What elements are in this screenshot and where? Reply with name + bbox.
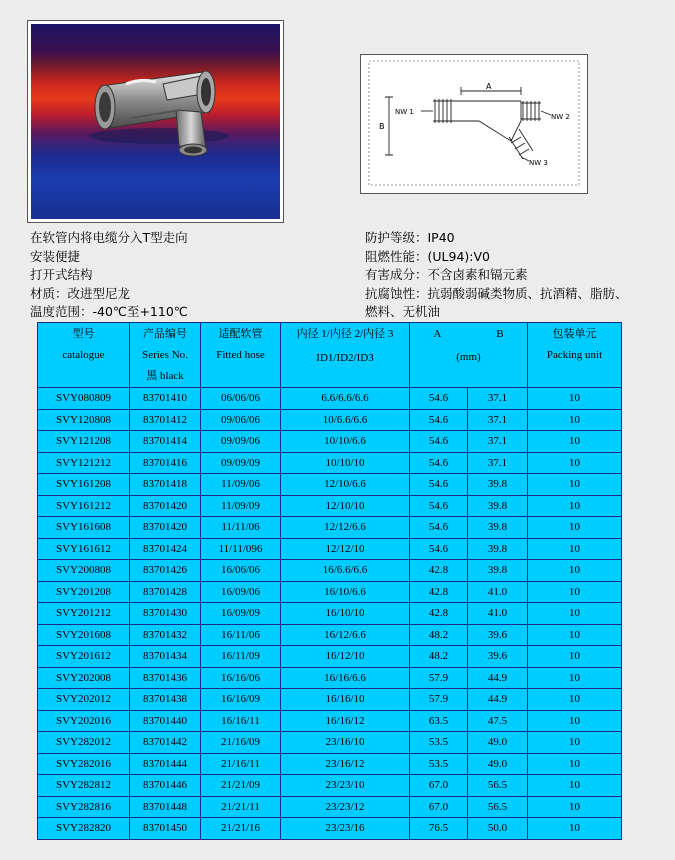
header-mm: (mm) — [456, 351, 481, 363]
table-row — [38, 732, 622, 754]
cell-id: 12/10/6.6 — [281, 474, 410, 496]
header-hose — [201, 323, 281, 388]
table-row — [38, 388, 622, 410]
cell-a: 57.9 — [410, 689, 468, 711]
cell-pack: 10 — [528, 538, 622, 560]
cell-id: 10/10/6.6 — [281, 431, 410, 453]
table-row — [38, 689, 622, 711]
cell-model: SVY282812 — [38, 775, 130, 797]
product-photo-frame — [27, 20, 284, 223]
cell-series: 83701436 — [130, 667, 201, 689]
feature-line: 防护等级：IP40 — [365, 230, 455, 245]
cell-id: 10/6.6/6.6 — [281, 409, 410, 431]
header-series-en: Series No. — [142, 349, 188, 361]
cell-id: 23/23/12 — [281, 796, 410, 818]
cell-pack: 10 — [528, 560, 622, 582]
cell-series: 83701420 — [130, 495, 201, 517]
cell-a: 57.9 — [410, 667, 468, 689]
table-row — [38, 753, 622, 775]
cell-hose: 21/21/16 — [201, 818, 281, 840]
cell-series: 83701440 — [130, 710, 201, 732]
cell-pack: 10 — [528, 603, 622, 625]
cell-a: 54.6 — [410, 388, 468, 410]
table-row — [38, 818, 622, 840]
cell-b: 39.6 — [468, 624, 528, 646]
cell-hose: 21/16/11 — [201, 753, 281, 775]
cell-id: 16/12/6.6 — [281, 624, 410, 646]
cell-hose: 09/06/06 — [201, 409, 281, 431]
table-row — [38, 710, 622, 732]
cell-b: 44.9 — [468, 689, 528, 711]
cell-hose: 16/16/09 — [201, 689, 281, 711]
cell-b: 39.8 — [468, 517, 528, 539]
table-row — [38, 452, 622, 474]
feature-line: 材质：改进型尼龙 — [30, 285, 131, 301]
header-ab — [410, 324, 527, 345]
diagram-label-nw2: NW 2 — [551, 113, 570, 121]
table-row — [38, 431, 622, 453]
cell-model: SVY202016 — [38, 710, 130, 732]
header-id-en: ID1/ID2/ID3 — [316, 352, 374, 364]
cell-a: 67.0 — [410, 775, 468, 797]
cell-hose: 21/21/11 — [201, 796, 281, 818]
table-row — [38, 603, 622, 625]
cell-model: SVY120808 — [38, 409, 130, 431]
cell-a: 54.6 — [410, 452, 468, 474]
cell-pack: 10 — [528, 689, 622, 711]
cell-model: SVY201608 — [38, 624, 130, 646]
cell-id: 16/16/10 — [281, 689, 410, 711]
table-row — [38, 517, 622, 539]
cell-b: 37.1 — [468, 409, 528, 431]
cell-hose: 16/09/09 — [201, 603, 281, 625]
cell-hose: 11/09/09 — [201, 495, 281, 517]
diagram-label-b: B — [379, 122, 385, 131]
cell-b: 41.0 — [468, 581, 528, 603]
cell-model: SVY121212 — [38, 452, 130, 474]
cell-series: 83701418 — [130, 474, 201, 496]
cell-model: SVY202008 — [38, 667, 130, 689]
features-right — [365, 229, 628, 322]
cell-a: 54.6 — [410, 409, 468, 431]
header-pack-en: Packing unit — [546, 349, 603, 361]
cell-a: 54.6 — [410, 495, 468, 517]
diagram-label-nw3: NW 3 — [529, 159, 548, 167]
table-row — [38, 538, 622, 560]
cell-a: 53.5 — [410, 753, 468, 775]
feature-line: 有害成分：不含卤素和镉元素 — [365, 267, 528, 283]
cell-b: 37.1 — [468, 452, 528, 474]
cell-pack: 10 — [528, 409, 622, 431]
cell-hose: 21/16/09 — [201, 732, 281, 754]
product-photo — [31, 24, 280, 219]
header-series — [130, 323, 201, 388]
cell-model: SVY201208 — [38, 581, 130, 603]
cell-pack: 10 — [528, 818, 622, 840]
cell-pack: 10 — [528, 581, 622, 603]
cell-hose: 11/11/096 — [201, 538, 281, 560]
cell-id: 16/16/12 — [281, 710, 410, 732]
cell-a: 54.6 — [410, 474, 468, 496]
header-pack-cn: 包装单元 — [552, 328, 597, 340]
cell-hose: 16/16/11 — [201, 710, 281, 732]
feature-line: 温度范围：-40℃至+110℃ — [30, 304, 188, 320]
cell-model: SVY201212 — [38, 603, 130, 625]
cell-id: 16/6.6/6.6 — [281, 560, 410, 582]
cell-a: 63.5 — [410, 710, 468, 732]
cell-hose: 11/11/06 — [201, 517, 281, 539]
cell-a: 48.2 — [410, 646, 468, 668]
cell-id: 16/10/6.6 — [281, 581, 410, 603]
cell-series: 83701442 — [130, 732, 201, 754]
cell-hose: 16/11/06 — [201, 624, 281, 646]
cell-pack: 10 — [528, 796, 622, 818]
spec-table-body — [38, 388, 622, 840]
feature-line: 在软管内将电缆分入T型走向 — [30, 230, 188, 245]
cell-a: 76.5 — [410, 818, 468, 840]
cell-b: 49.0 — [468, 732, 528, 754]
header-series-cn: 产品编号 — [143, 328, 187, 340]
dimension-diagram-frame — [360, 54, 588, 194]
cell-id: 12/10/10 — [281, 495, 410, 517]
cell-pack: 10 — [528, 517, 622, 539]
cell-series: 83701424 — [130, 538, 201, 560]
cell-pack: 10 — [528, 667, 622, 689]
cell-id: 23/16/10 — [281, 732, 410, 754]
cell-model: SVY161208 — [38, 474, 130, 496]
cell-id: 23/16/12 — [281, 753, 410, 775]
t-connector-illustration — [31, 24, 280, 219]
cell-id: 6.6/6.6/6.6 — [281, 388, 410, 410]
cell-b: 50.0 — [468, 818, 528, 840]
cell-series: 83701420 — [130, 517, 201, 539]
spec-table — [37, 322, 622, 840]
cell-a: 67.0 — [410, 796, 468, 818]
cell-hose: 11/09/06 — [201, 474, 281, 496]
table-row — [38, 646, 622, 668]
cell-hose: 16/06/06 — [201, 560, 281, 582]
cell-b: 37.1 — [468, 388, 528, 410]
features-left — [30, 229, 188, 322]
cell-b: 39.6 — [468, 646, 528, 668]
cell-pack: 10 — [528, 775, 622, 797]
dimension-diagram — [361, 55, 587, 193]
header-b: B — [496, 328, 504, 340]
header-series-black: 黑 black — [146, 370, 184, 382]
cell-hose: 16/11/09 — [201, 646, 281, 668]
header-model-cn: 型号 — [72, 328, 95, 340]
cell-series: 83701448 — [130, 796, 201, 818]
cell-hose: 09/09/09 — [201, 452, 281, 474]
cell-a: 42.8 — [410, 581, 468, 603]
cell-id: 16/16/6.6 — [281, 667, 410, 689]
cell-model: SVY121208 — [38, 431, 130, 453]
cell-series: 83701444 — [130, 753, 201, 775]
cell-a: 54.6 — [410, 538, 468, 560]
cell-model: SVY282012 — [38, 732, 130, 754]
cell-model: SVY202012 — [38, 689, 130, 711]
cell-hose: 16/16/06 — [201, 667, 281, 689]
cell-a: 48.2 — [410, 624, 468, 646]
header-id-cn: 内径 1/内径 2/内径 3 — [296, 328, 394, 340]
cell-id: 10/10/10 — [281, 452, 410, 474]
header-pack — [528, 323, 622, 388]
cell-b: 47.5 — [468, 710, 528, 732]
cell-series: 83701432 — [130, 624, 201, 646]
cell-a: 54.6 — [410, 431, 468, 453]
table-row — [38, 775, 622, 797]
feature-line: 抗腐蚀性：抗弱酸弱碱类物质、抗酒精、脂肪、 — [365, 285, 628, 301]
cell-id: 12/12/10 — [281, 538, 410, 560]
table-row — [38, 409, 622, 431]
table-row — [38, 560, 622, 582]
table-row — [38, 581, 622, 603]
cell-b: 56.5 — [468, 796, 528, 818]
cell-series: 83701416 — [130, 452, 201, 474]
cell-series: 83701450 — [130, 818, 201, 840]
feature-line: 打开式结构 — [30, 267, 93, 283]
header-model-en: catalogue — [62, 349, 105, 361]
cell-hose: 06/06/06 — [201, 388, 281, 410]
cell-model: SVY282016 — [38, 753, 130, 775]
cell-hose: 09/09/06 — [201, 431, 281, 453]
cell-pack: 10 — [528, 624, 622, 646]
cell-hose: 21/21/09 — [201, 775, 281, 797]
diagram-label-a: A — [486, 82, 492, 91]
cell-model: SVY201612 — [38, 646, 130, 668]
cell-pack: 10 — [528, 452, 622, 474]
cell-series: 83701434 — [130, 646, 201, 668]
cell-model: SVY200808 — [38, 560, 130, 582]
diagram-label-nw1: NW 1 — [395, 108, 414, 116]
cell-series: 83701428 — [130, 581, 201, 603]
cell-b: 39.8 — [468, 538, 528, 560]
cell-series: 83701412 — [130, 409, 201, 431]
cell-b: 37.1 — [468, 431, 528, 453]
cell-id: 23/23/10 — [281, 775, 410, 797]
feature-line: 燃料、无机油 — [365, 304, 441, 320]
cell-series: 83701438 — [130, 689, 201, 711]
cell-b: 49.0 — [468, 753, 528, 775]
cell-pack: 10 — [528, 474, 622, 496]
table-row — [38, 796, 622, 818]
cell-id: 12/12/6.6 — [281, 517, 410, 539]
cell-series: 83701446 — [130, 775, 201, 797]
cell-pack: 10 — [528, 388, 622, 410]
cell-pack: 10 — [528, 710, 622, 732]
cell-model: SVY282820 — [38, 818, 130, 840]
header-a: A — [433, 328, 441, 340]
cell-pack: 10 — [528, 753, 622, 775]
cell-model: SVY161608 — [38, 517, 130, 539]
cell-a: 42.8 — [410, 603, 468, 625]
cell-pack: 10 — [528, 646, 622, 668]
cell-series: 83701410 — [130, 388, 201, 410]
cell-model: SVY080809 — [38, 388, 130, 410]
table-row — [38, 474, 622, 496]
cell-series: 83701426 — [130, 560, 201, 582]
cell-series: 83701430 — [130, 603, 201, 625]
cell-b: 56.5 — [468, 775, 528, 797]
feature-line: 阻燃性能：(UL94):V0 — [365, 248, 490, 264]
cell-pack: 10 — [528, 431, 622, 453]
cell-pack: 10 — [528, 495, 622, 517]
table-row — [38, 624, 622, 646]
cell-pack: 10 — [528, 732, 622, 754]
header-id — [281, 323, 410, 388]
cell-a: 42.8 — [410, 560, 468, 582]
cell-b: 39.8 — [468, 560, 528, 582]
cell-b: 39.8 — [468, 474, 528, 496]
cell-a: 54.6 — [410, 517, 468, 539]
header-dimensions — [410, 323, 528, 388]
cell-id: 16/10/10 — [281, 603, 410, 625]
table-header-row — [38, 323, 622, 388]
cell-id: 23/23/16 — [281, 818, 410, 840]
cell-b: 41.0 — [468, 603, 528, 625]
cell-hose: 16/09/06 — [201, 581, 281, 603]
table-row — [38, 495, 622, 517]
header-hose-en: Fitted hose — [216, 349, 265, 361]
header-hose-cn: 适配软管 — [218, 328, 263, 340]
cell-id: 16/12/10 — [281, 646, 410, 668]
feature-line: 安装便捷 — [30, 248, 81, 264]
header-model — [38, 323, 130, 388]
cell-b: 39.8 — [468, 495, 528, 517]
cell-series: 83701414 — [130, 431, 201, 453]
cell-model: SVY161612 — [38, 538, 130, 560]
table-row — [38, 667, 622, 689]
cell-a: 53.5 — [410, 732, 468, 754]
cell-model: SVY282816 — [38, 796, 130, 818]
cell-model: SVY161212 — [38, 495, 130, 517]
cell-b: 44.9 — [468, 667, 528, 689]
